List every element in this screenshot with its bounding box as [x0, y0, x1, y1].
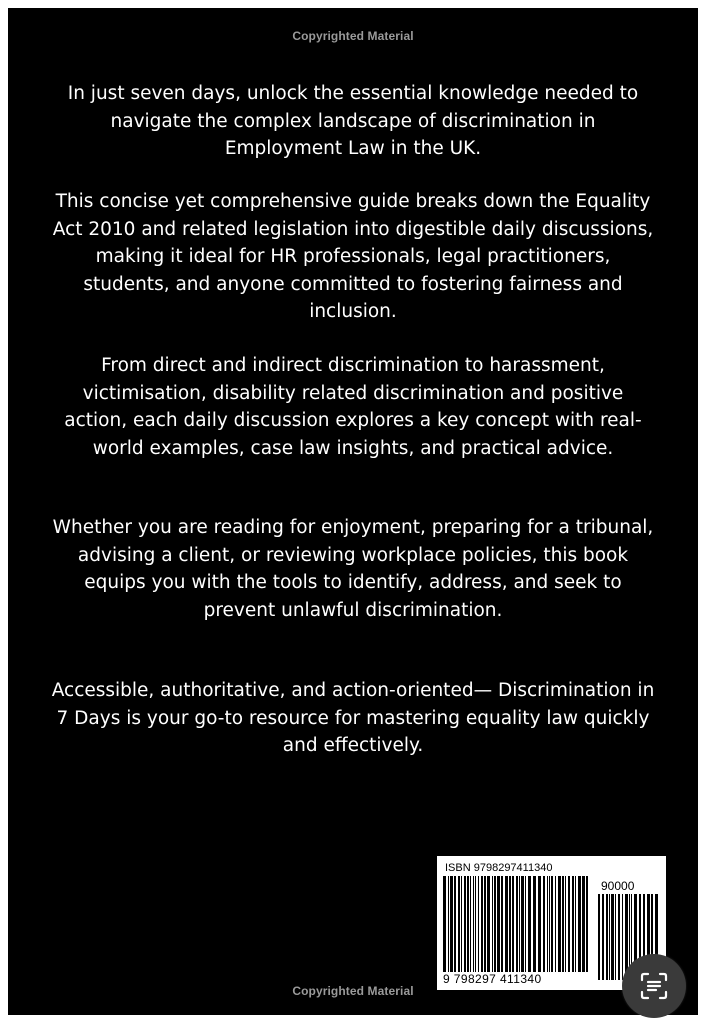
image-text-scan-icon — [639, 971, 669, 1001]
ean-digits: 9 798297 411340 — [443, 972, 593, 986]
watermark-bottom: Copyrighted Material — [292, 984, 414, 998]
blurb-paragraph-2: This concise yet comprehensive guide breaks down the Equality Act 2010 and related legislation into digestible daily discussions, making it ideal for HR professionals, legal practitioners, students, and anyone committed to fostering fairness and inclusion. — [52, 191, 654, 322]
blurb-paragraph-5: Accessible, authoritative, and action-oriented— Discrimination in 7 Days is your go-to resource for mastering equality law quickly and effectively. — [51, 680, 655, 756]
lens-scan-button[interactable] — [622, 954, 686, 1018]
blurb-paragraph-4: Whether you are reading for enjoyment, preparing for a tribunal, advising a client, or reviewing workplace policies, this book equips you with the tools to identify, address, and seek to prevent unlawful discrimination. — [52, 517, 654, 621]
blurb-paragraph-3: From direct and indirect discrimination to harassment, victimisation, disability related discrimination and positive action, each daily discussion explores a key concept with real-world examples, case law insights, and practical advice. — [64, 355, 642, 459]
isbn-label: ISBN 9798297411340 — [445, 862, 553, 874]
watermark-top: Copyrighted Material — [292, 29, 414, 43]
blurb-paragraph-1: In just seven days, unlock the essential knowledge needed to navigate the complex landscape of discrimination in Employment Law in the UK. — [67, 83, 639, 159]
ean-barcode-bars — [442, 876, 592, 982]
price-code: 90000 — [601, 879, 635, 893]
